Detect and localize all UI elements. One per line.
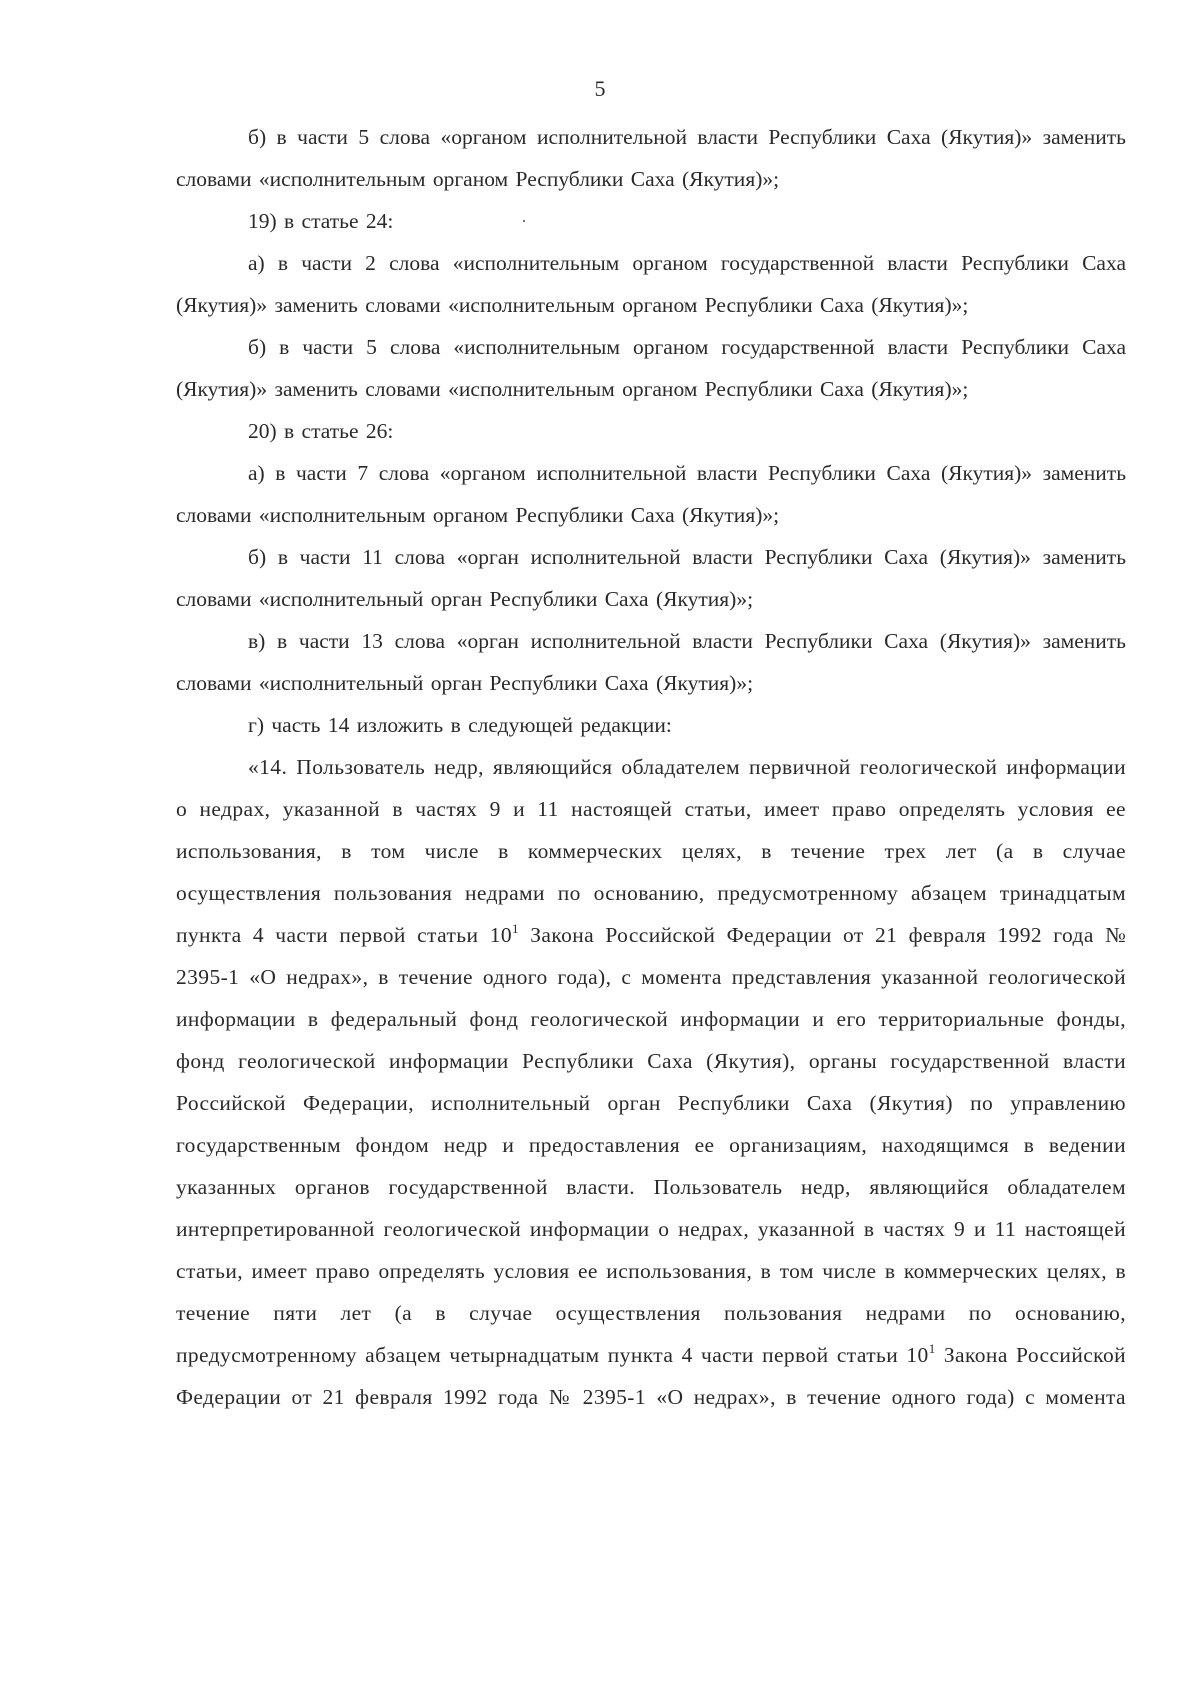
part-14-text-segment-2: Закона Российской Федерации от 21 февраля 1992 года № 2395-1 «О недрах», в течение одного года), с момента представления указанной геологической информации в федеральный фонд геологической информации и его территориальные фонды, фонд геологической информации Республики Саха (Якутия), органы государственной власти Российской Федерации, исполнительный орган Республики Саха (Якутия) по управлению государственным фондом недр и предоставления ее организациям, находящимся в ведении указанных органов государственной власти. Пользователь недр, являющийся обладателем интерпретированной геологической информации о недрах, указанной в частях 9 и 11 настоящей статьи, имеет право определять условия ее использования, в том числе в коммерческих целях, в течение пяти лет (а в случае осуществления пользования недрами по основанию, предусмотренному абзацем четырнадцатым пункта 4 части первой статьи 10 <box>176 923 1126 1367</box>
paragraph-item-v-part-13: в) в части 13 слова «орган исполнительной власти Республики Саха (Якутия)» заменить словами «исполнительный орган Республики Саха (Якутия)»; <box>176 629 1126 695</box>
paragraph-item-19-article-24: 19) в статье 24: <box>248 209 394 233</box>
paragraph-item-b-part-11: б) в части 11 слова «орган исполнительной власти Республики Саха (Якутия)» заменить словами «исполнительный орган Республики Саха (Якутия)»; <box>176 545 1126 611</box>
part-14-text-segment-3: Закона Российской Федерации от 21 февраля 1992 года № 2395-1 «О недрах», в течение одного года) с момента <box>176 1343 1126 1409</box>
paragraph-item-20-article-26: 20) в статье 26: <box>248 419 394 443</box>
part-14-text-segment-1: «14. Пользователь недр, являющийся обладателем первичной геологической информации о недрах, указанной в частях 9 и 11 настоящей статьи, имеет право определять условия ее использования, в том числе в коммерческих целях, в течение трех лет (а в случае осуществления пользования недрами по основанию, предусмотренному абзацем тринадцатым пункта 4 части первой статьи 10 <box>176 755 1126 947</box>
page-number: 5 <box>594 76 606 101</box>
paragraph-item-a-part-2: а) в части 2 слова «исполнительным органом государственной власти Республики Саха (Якутия)» заменить словами «исполнительным органом Республики Саха (Якутия)»; <box>176 251 1126 317</box>
paragraph-item-g-part-14: г) часть 14 изложить в следующей редакции: <box>248 713 672 737</box>
document-body <box>176 116 1126 1418</box>
superscript-marker: 1 <box>512 921 519 936</box>
superscript-marker: 1 <box>928 1341 936 1356</box>
paragraph-item-b-part-5-art-24: б) в части 5 слова «исполнительным органом государственной власти Республики Саха (Якутия)» заменить словами «исполнительным органом Республики Саха (Якутия)»; <box>176 335 1126 401</box>
paragraph-item-b-part-5: б) в части 5 слова «органом исполнительной власти Республики Саха (Якутия)» заменить словами «исполнительным органом Республики Саха (Якутия)»; <box>176 125 1126 191</box>
paragraph-item-a-part-7: а) в части 7 слова «органом исполнительной власти Республики Саха (Якутия)» заменить словами «исполнительным органом Республики Саха (Якутия)»; <box>176 461 1126 527</box>
paragraph-part-14-text <box>176 746 1126 1418</box>
